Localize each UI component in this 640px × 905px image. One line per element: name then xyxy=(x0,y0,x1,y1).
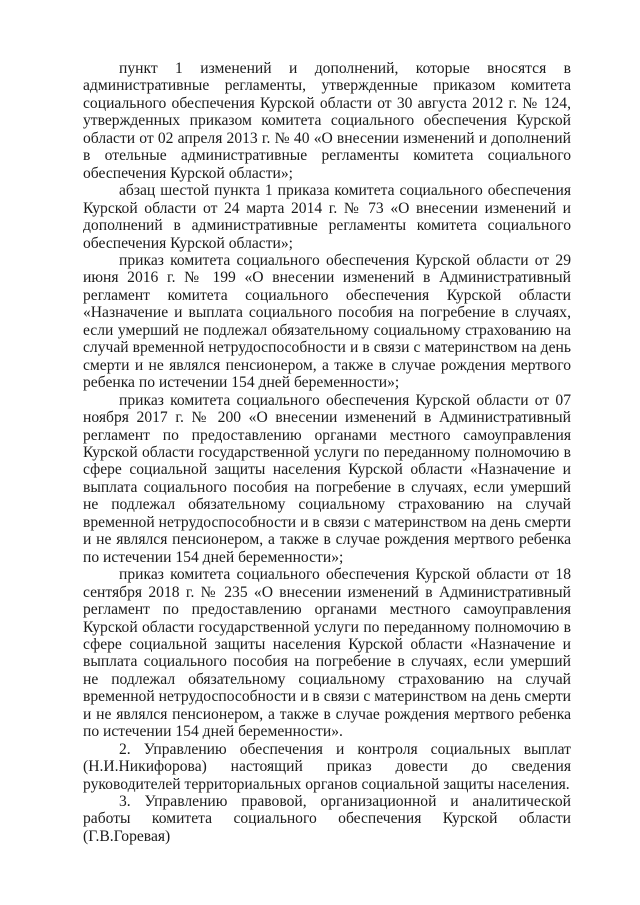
paragraph-point-2: 2. Управлению обеспечения и контроля социальных выплат (Н.И.Никифорова) настоящий приказ довести до сведения руководителей территориальных органов социальной защиты населения. xyxy=(83,740,571,793)
paragraph-order-199: приказ комитета социального обеспечения Курской области от 29 июня 2016 г. № 199 «О внесении изменений в Административный регламент комитета социального обеспечения Курской области «Назначение и выплата социального пособия на погребение в случаях, если умерший не подлежал обязательному социальному страхованию на случай временной нетрудоспособности и в связи с материнством на день смерти и не являлся пенсионером, а также в случае рождения мертвого ребенка по истечении 154 дней беременности»; xyxy=(83,251,571,392)
paragraph-item-1-clause: пункт 1 изменений и дополнений, которые вносятся в административные регламенты, утвержденные приказом комитета социального обеспечения Курской области от 30 августа 2012 г. № 124, утвержденных приказом комитета социального обеспечения Курской области от 02 апреля 2013 г. № 40 «О внесении изменений и дополнений в отельные административные регламенты комитета социального обеспечения Курской области»; xyxy=(83,60,571,182)
paragraph-order-73-abzac: абзац шестой пункта 1 приказа комитета социального обеспечения Курской области от 24 марта 2014 г. № 73 «О внесении изменений и дополнений в административные регламенты комитета социального обеспечения Курской области»; xyxy=(83,182,571,252)
paragraph-order-200: приказ комитета социального обеспечения Курской области от 07 ноября 2017 г. № 200 «О внесении изменений в Административный регламент по предоставлению органами местного самоуправления Курской области государственной услуги по переданному полномочию в сфере социальной защиты населения Курской области «Назначение и выплата социального пособия на погребение в случаях, если умерший не подлежал обязательному социальному страхованию на случай временной нетрудоспособности и в связи с материнством на день смерти и не являлся пенсионером, а также в случае рождения мертвого ребенка по истечении 154 дней беременности»; xyxy=(83,391,571,566)
document-body xyxy=(83,60,571,845)
paragraph-point-3: 3. Управлению правовой, организационной и аналитической работы комитета социального обеспечения Курской области (Г.В.Горевая) xyxy=(83,793,571,845)
paragraph-order-235: приказ комитета социального обеспечения Курской области от 18 сентября 2018 г. № 235 «О внесении изменений в Административный регламент по предоставлению органами местного самоуправления Курской области государственной услуги по переданному полномочию в сфере социальной защиты населения Курской области «Назначение и выплата социального пособия на погребение в случаях, если умерший не подлежал обязательному социальному страхованию на случай временной нетрудоспособности и в связи с материнством на день смерти и не являлся пенсионером, а также в случае рождения мертвого ребенка по истечении 154 дней беременности». xyxy=(83,566,571,741)
